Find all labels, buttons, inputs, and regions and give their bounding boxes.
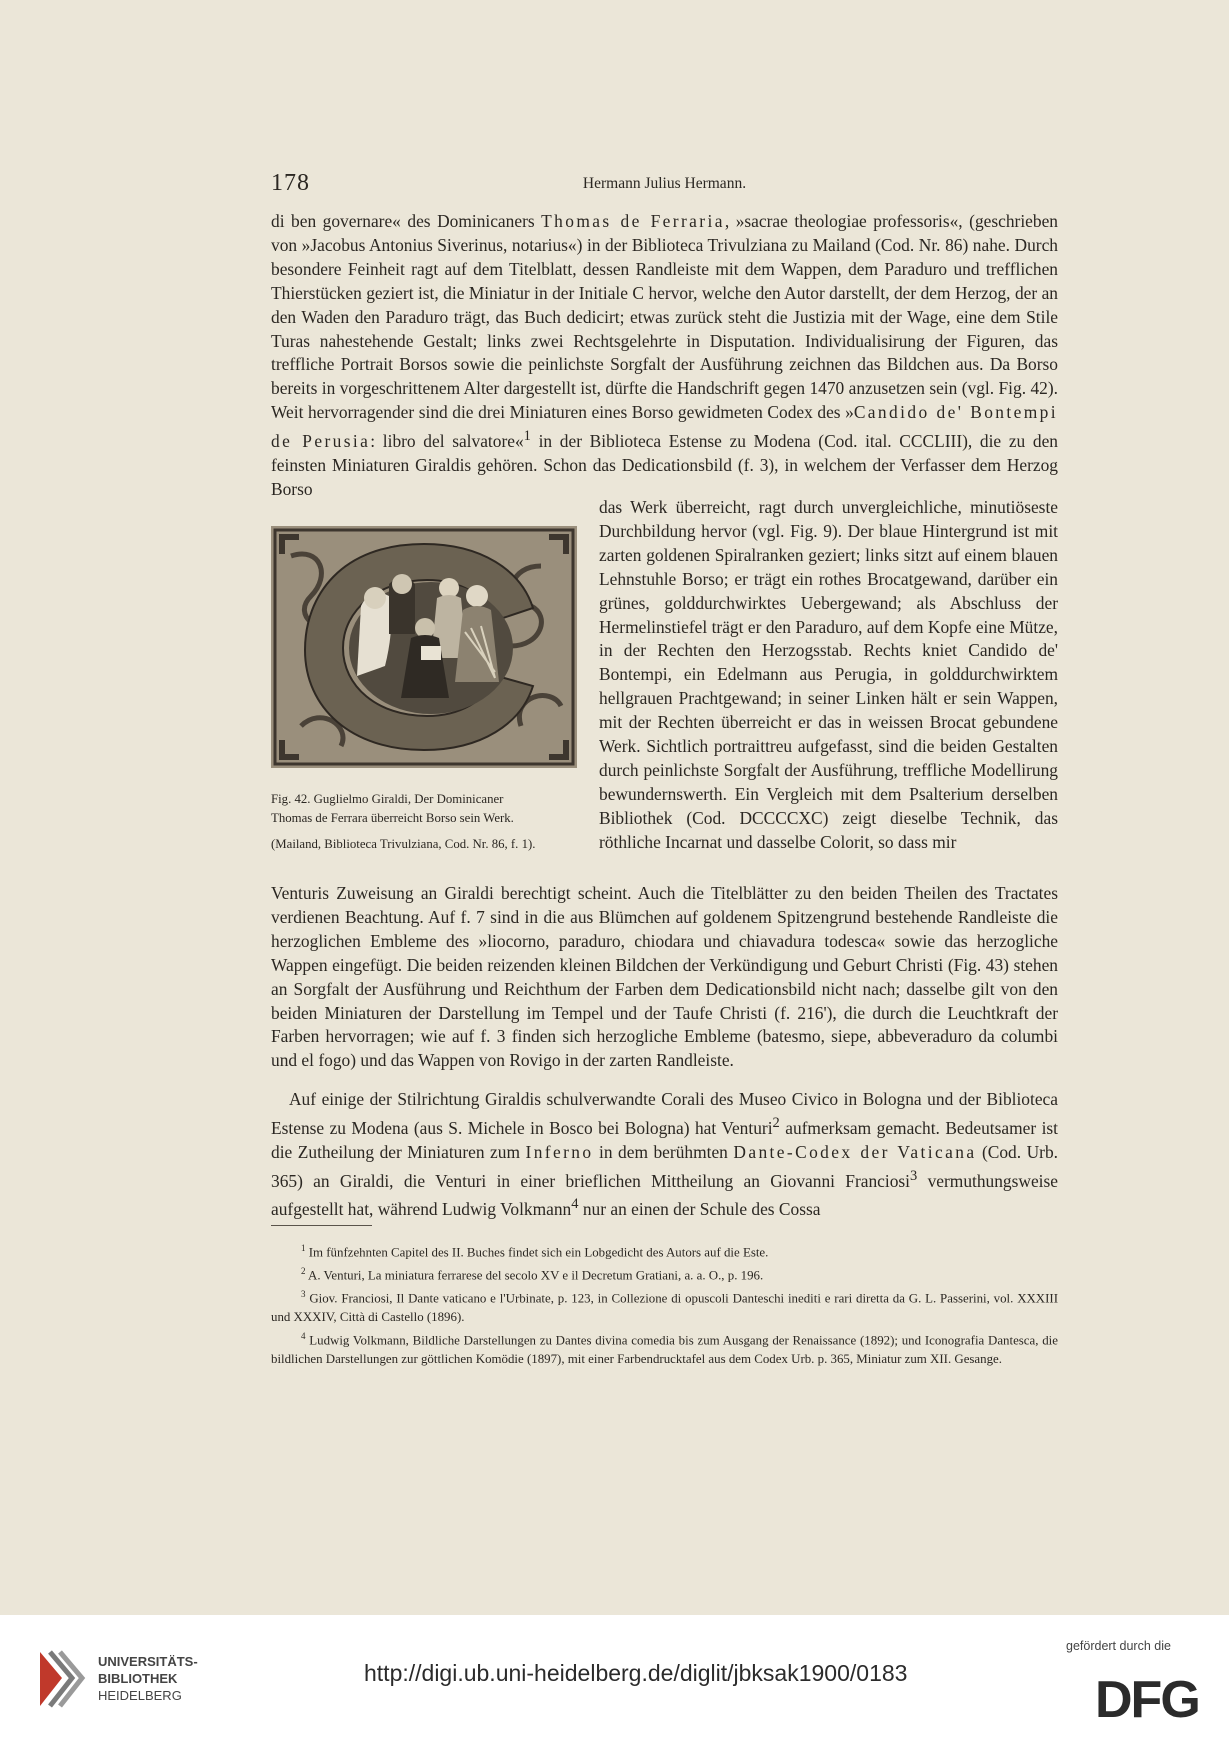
footnote-text: Ludwig Volkmann, Bildliche Darstellungen zu Dantes divina comedia bis zum Ausgang der Renaissance (1892); und Iconografia Dantesca, die bildlichen Darstellungen zur göttlichen Komödie (1897), mit einer Farbendrucktafel aus dem Codex Urb. p. 365, Miniatur zum XII. Gesange. [271,1333,1058,1366]
footnote-ref: 3 [910,1167,918,1184]
caption-line: Fig. 42. Guglielmo Giraldi, Der Dominicaner [271,792,504,806]
footnote-text: Giov. Franciosi, Il Dante vaticano e l'Urbinate, p. 123, in Collezione di opuscoli Danteschi inediti e rari diretta da G. L. Passerini, vol. XXXIII und XXXIV, Città di Castello (1896). [271,1291,1058,1324]
footnote-2 [271,1262,1058,1285]
footnote-text: A. Venturi, La miniatura ferrarese del secolo XV e il Decretum Gratiani, a. a. O., p. 196. [305,1268,764,1283]
footnote-4 [271,1327,1058,1369]
miniature-illustration [271,526,577,768]
funding-caption: gefördert durch die [1066,1639,1171,1653]
text-run: nur an einen der Schule des Cossa [578,1199,821,1220]
library-name-line: BIBLIOTHEK [98,1671,178,1686]
footnotes [271,1239,1058,1368]
text-run: di ben governare« des Dominicaners [271,211,542,231]
footnote-3 [271,1285,1058,1327]
text-run: (Cod. Urb. 365) an Giraldi, die Venturi in einer brieflichen Mittheilung an Giovanni Franciosi [271,1141,1059,1191]
caption-line: (Mailand, Biblioteca Trivulziana, Cod. Nr. 86, f. 1). [271,837,536,852]
figure-caption [271,787,577,857]
footnote-ref: 2 [772,1114,780,1131]
footnote-ref: 1 [523,428,531,445]
university-library-logo-icon [36,1648,88,1712]
footnote-mark: 2 [301,1266,306,1276]
spaced-name: Thomas de Ferraria [541,211,725,231]
paragraph-2: Venturis Zuweisung an Giraldi berechtigt scheint. Auch die Titelblätter zu den beiden Theilen des Tractates verdienen Beachtung. Auf f. 7 sind in die aus Blümchen auf goldenem Spitzengrund bestehende Randleiste die herzoglichen Embleme des »liocorno, paraduro, chiodara und chiavadura todesca« sowie das herzogliche Wappen eingefügt. Die beiden reizenden kleinen Bildchen der Verkündigung und Geburt Christi (Fig. 43) stehen an Sorgfalt der Ausführung und Reichthum der Farben dem Dedicationsbild nicht nach; dasselbe gilt von den beiden Miniaturen der Darstellung im Tempel und der Taufe Christi (f. 216'), die durch die Leuchtkraft der Farben hervorragen; wie auf f. 3 finden sich herzogliche Embleme (batesmo, siepe, abbeveraduro da columbi und el fogo) und das Wappen von Rovigo in der zarten Randleiste. [271,883,1058,1071]
footer-bar [0,1615,1229,1747]
dfg-logo-icon [1095,1675,1207,1721]
text-run: in dem berühmten [593,1141,734,1162]
library-name [98,1653,198,1704]
text-run: aufmerksam gemacht. Bedeutsamer ist die Zutheilung der Miniaturen zum [271,1117,1058,1162]
text-run: : libro del salvatore« [370,430,524,451]
library-name-line: UNIVERSITÄTS- [98,1654,198,1669]
document-url-link[interactable]: http://digi.ub.uni-heidelberg.de/diglit/jbksak1900/0183 [364,1660,908,1686]
footnote-text: Im fünfzehnten Capitel des II. Buches findet sich ein Lobgedicht des Autors auf die Este. [305,1245,769,1260]
text-run: vermuthungsweise aufgestellt hat, während Ludwig Volkmann [271,1170,1058,1220]
footnote-1 [271,1239,1058,1262]
library-name-line: HEIDELBERG [98,1688,182,1703]
text-run: Auf einige der Stilrichtung Giraldis schulverwandte Corali des Museo Civico in Bologna und der Biblioteca Estense zu Modena (aus S. Michele in Bosco bei Bologna) hat Venturi [271,1089,1058,1138]
text-run: , »sacrae theologiae professoris«, (geschrieben von »Jacobus Antonius Siverinus, notarius«) in der Biblioteca Trivulziana zu Mailand (Cod. Nr. 86) nahe. Durch besondere Feinheit ragt auf dem Titelblatt, dessen Randleiste mit dem Wappen, dem Paraduro und trefflichen Thierstücken geziert ist, die Miniatur in der Initiale C hervor, welche den Autor darstellt, der dem Herzog, der an den Waden den Paraduro trägt, das Buch dedicirt; etwas zurück steht die Justizia mit der Wage, eine dem Stile Turas nahestehende Gestalt; links zwei Rechtsgelehrte in Disputation. Individualisirung der Figuren, das treffliche Portrait Borsos sowie die peinlichste Sorgfalt der Ausführung zeichnen das Bildchen aus. Da Borso bereits in vorgeschrittenem Alter dargestellt ist, dürfte die Handschrift gegen 1470 anzusetzen sein (vgl. Fig. 42). Weit hervorragender sind die drei Miniaturen eines Borso gewidmeten Codex des » [271,211,1058,423]
paragraph-3 [271,1088,1058,1222]
spaced-name: Dante-Codex der Vaticana [733,1141,977,1162]
footnote-mark: 4 [301,1330,306,1341]
footnote-divider [271,1225,372,1226]
caption-line: Thomas de Ferrara überreicht Borso sein Werk. [271,810,514,825]
header-title: Hermann Julius Hermann. [582,175,747,192]
footnote-mark: 3 [301,1289,306,1299]
spaced-name: Inferno [525,1141,594,1162]
paragraph-1 [271,210,1058,502]
footnote-ref: 4 [571,1196,579,1213]
running-head [271,170,1058,200]
dfg-logo-text: DFG [1095,1675,1199,1721]
spaced-name: Candido de' Bontempi de Perusia [271,402,1058,451]
text-run: in der Biblioteca Estense zu Modena (Cod. ital. CCCLIII), die zu den feinsten Miniaturen Giraldis gehören. Schon das Dedicationsbild (f. 3), in welchem der Verfasser dem Herzog Borso [271,430,1059,499]
paragraph-1-wrap-column: das Werk überreicht, ragt durch unvergleichliche, minutiöseste Durchbildung hervor (vgl. Fig. 9). Der blaue Hintergrund ist mit zarten goldenen Spiralranken geziert; links sitzt auf einem blauen Lehnstuhle Borso; er trägt ein rothes Brocatgewand, darüber ein grünes, golddurchwirktes Uebergewand; als Abschluss der Hermelinstiefel trägt er den Paraduro, auf dem Kopfe eine Mütze, in der Rechten den Herzogsstab. Rechts kniet Candido de' Bontempi, ein Edelmann aus Perugia, in golddurchwirktem hellgrauen Prachtgewand; in seiner Linken hält er sein Wappen, mit der Rechten überreicht er das in weissen Brocat gebundene Werk. Sichtlich portraittreu aufgefasst, sind die beiden Gestalten durch peinlichste Sorgfalt der Ausführung, treffliche Modellirung bewundernswerth. Ein Vergleich mit dem Psalterium derselben Bibliothek (Cod. DCCCCXC) zeigt dieselbe Technik, das röthliche Incarnat und dasselbe Colorit, so dass mir [599,497,1058,852]
footnote-mark: 1 [301,1243,306,1253]
figure-42-miniature [271,526,577,768]
page-number: 178 [271,170,310,196]
